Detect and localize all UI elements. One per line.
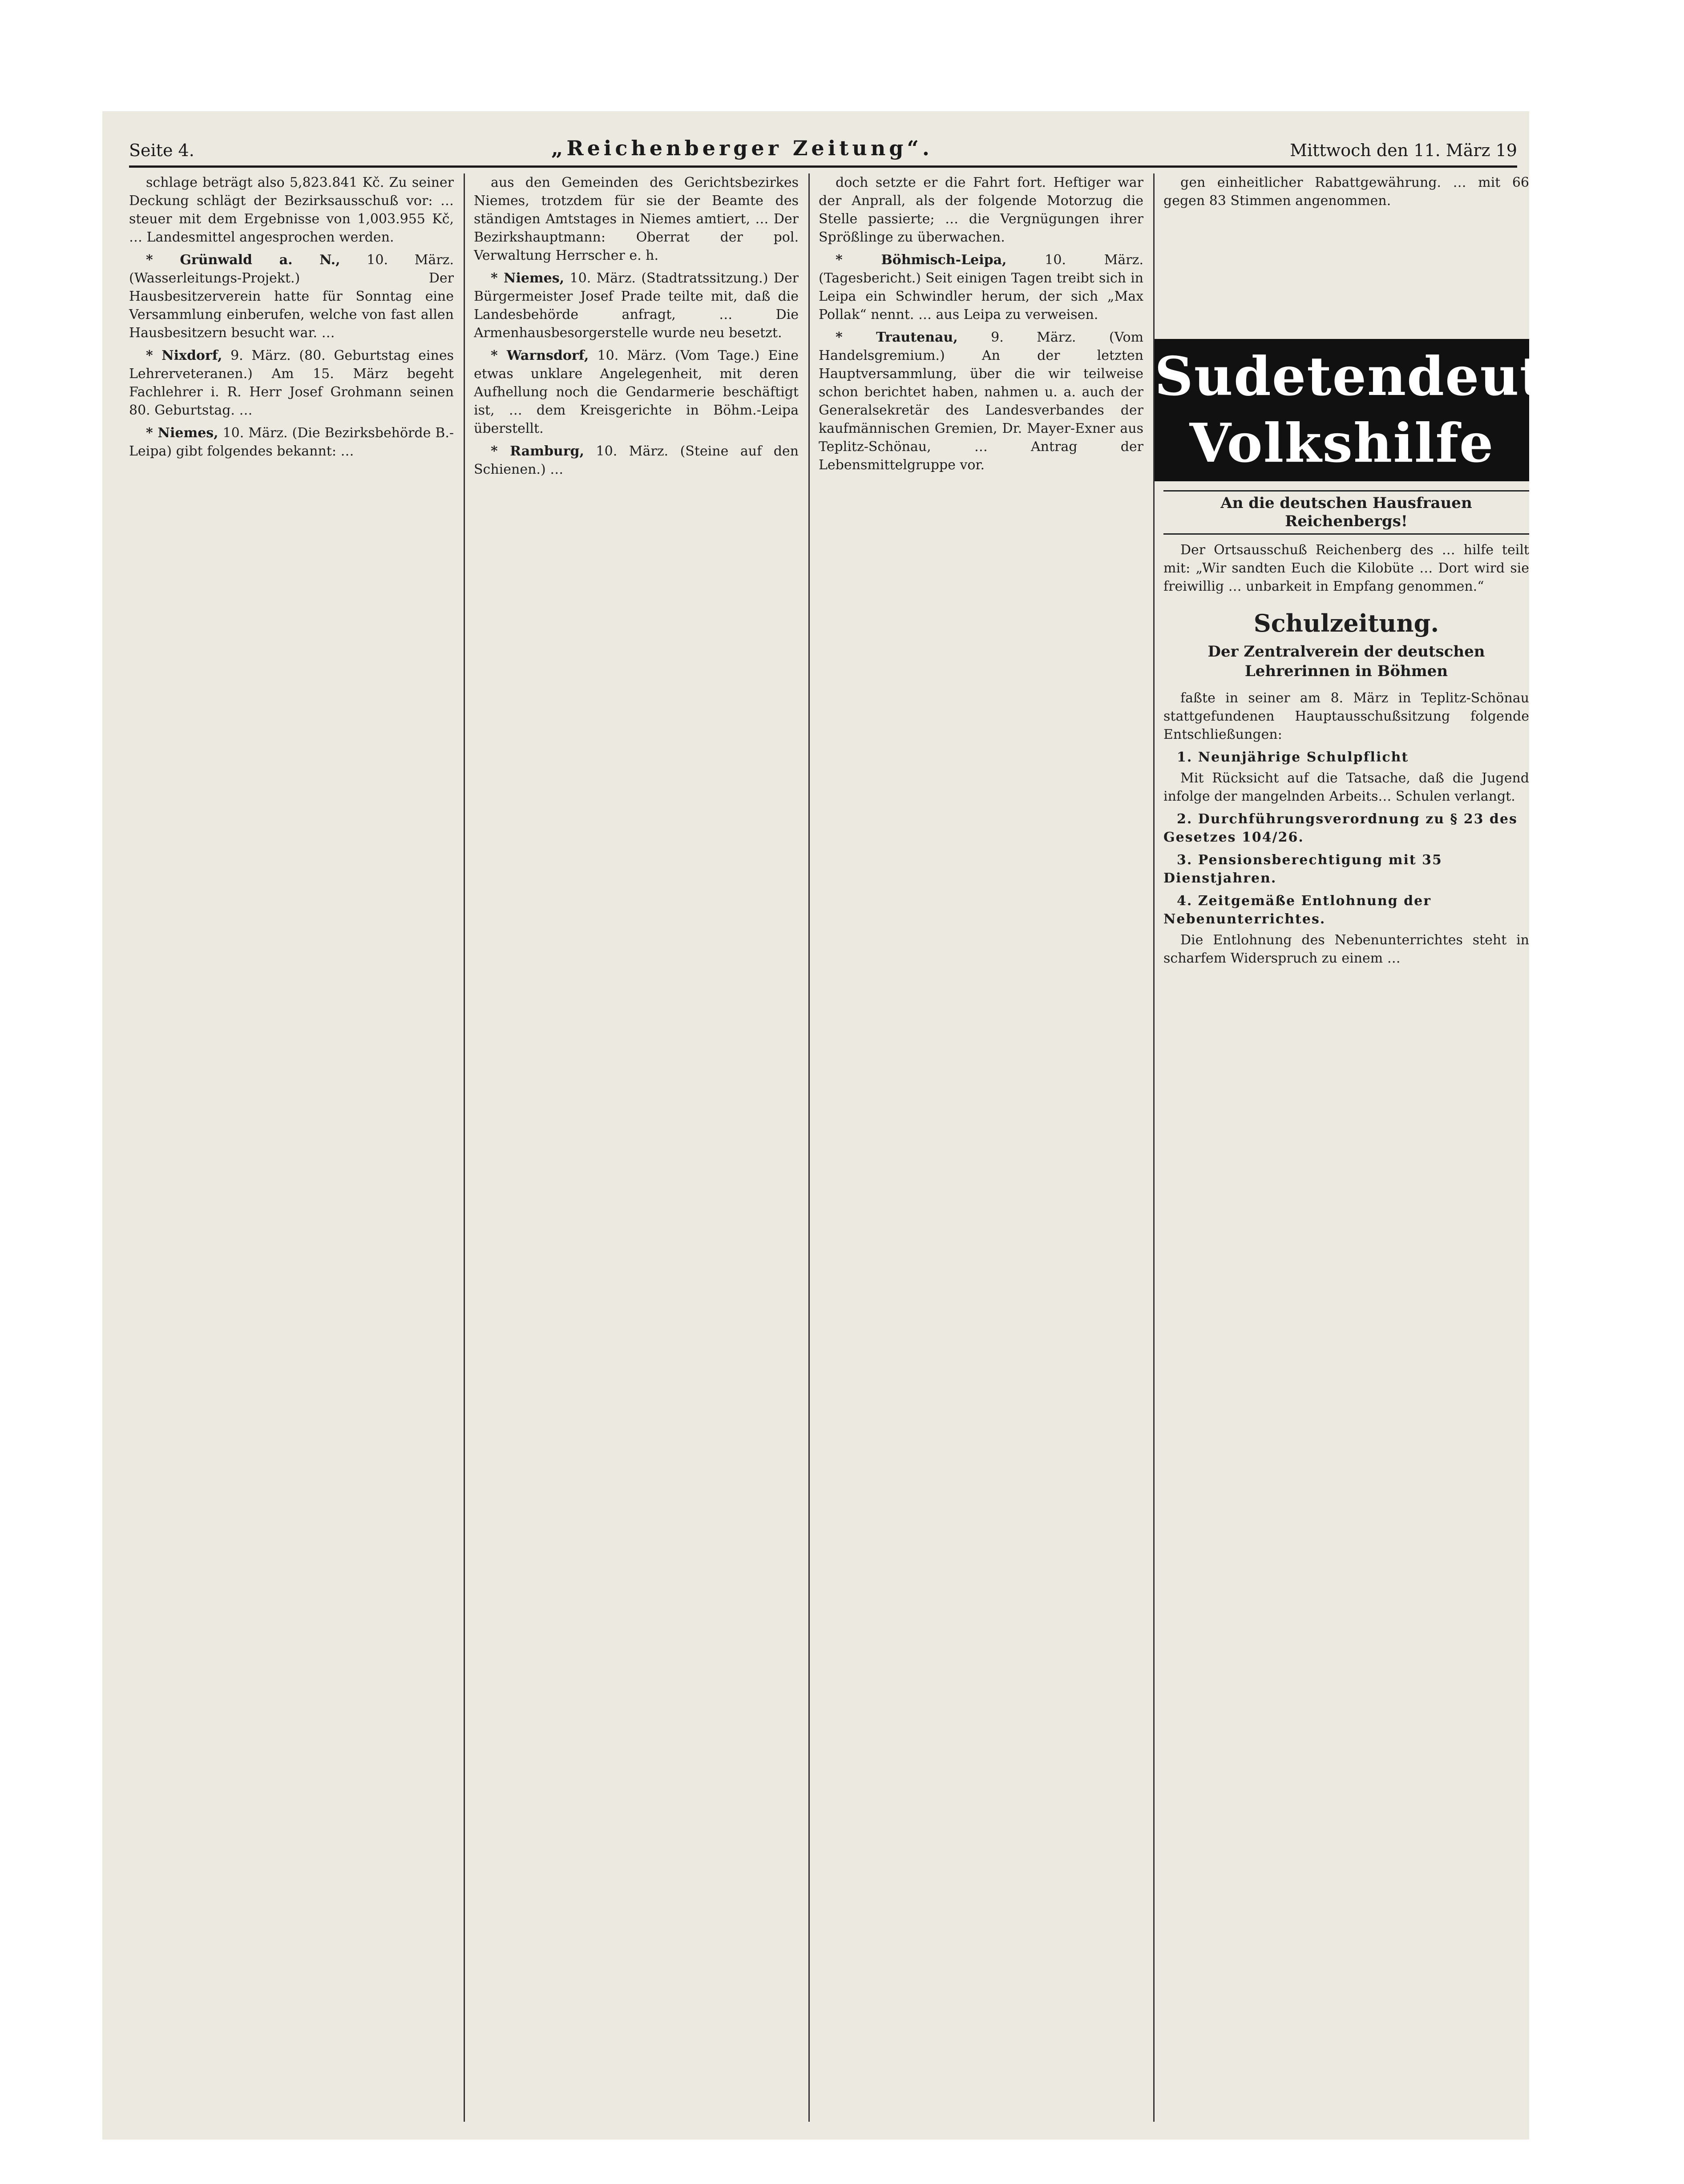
place-heading: * Nixdorf, [146,348,222,363]
column-2 [474,173,799,2122]
resolution-heading: 1. Neunjährige Schulpflicht [1177,749,1409,765]
place-heading: * Warnsdorf, [491,348,589,363]
column-divider [464,173,465,2122]
resolution-heading: 3. Pensionsberechtigung mit 35 Dienstjahren. [1163,852,1442,886]
article-text: aus den Gemeinden des Gerichtsbezirkes Niemes, trotzdem für sie der Beamte des ständigen Amtstages in Niemes amtiert, … Der Bezirkshauptmann: Oberrat der pol. Verwaltung Herrscher e. h. [474,175,799,263]
article [129,424,454,460]
article-text: 10. März. (Tagesbericht.) Seit einigen Tagen treibt sich in Leipa ein Schwindler herum, der sich „Max Pollak“ nennt. … aus Leipa zu verweisen. [819,252,1143,322]
column-4 [1155,173,1684,2122]
article-text: 10. März. (Steine auf den Schienen.) … [474,443,799,477]
article-text: faßte in seiner am 8. März in Teplitz-Schönau stattgefundenen Hauptausschußsitzung folgende Entschließungen: [1163,690,1529,742]
place-heading: * Böhmisch-Leipa, [836,252,1007,268]
section-subtitle: Der Zentralverein der deutschen Lehrerinnen in Böhmen [1207,643,1485,680]
banner-line: Volkshilfe [1189,412,1494,475]
newspaper-title: „Reichenberger Zeitung“. [551,136,933,160]
column-3 [819,173,1143,2122]
article-text: doch setzte er die Fahrt fort. Heftiger war der Anprall, als der folgende Motorzug die Stelle passierte; … die Vergnügungen ihrer Sprößlinge zu überwachen. [819,175,1143,245]
page-number: Seite 4. [129,141,194,160]
article-text: Die Entlohnung des Nebenunterrichtes steht in scharfem Widerspruch zu einem … [1163,932,1529,966]
masthead [129,125,1517,160]
place-heading: * Niemes, [491,270,565,286]
article-text: 10. März. (Die Bezirksbehörde B.-Leipa) gibt folgendes bekannt: … [129,425,454,459]
section-title: Schulzeitung. [1253,609,1439,637]
article [819,251,1143,324]
article-text: 10. März. (Stadtratssitzung.) Der Bürgermeister Josef Prade teilte mit, daß die Landesbehörde anfragt, … Die Armenhausbesorgerstelle wurde neu besetzt. [474,270,799,341]
article [474,269,799,342]
article-text: 9. März. (80. Geburtstag eines Lehrerveteranen.) Am 15. März begeht Fachlehrer i. R. Herr Josef Grohmann seinen 80. Geburtstag. … [129,348,454,418]
article-text: 9. März. (Vom Handelsgremium.) An der letzten Hauptversammlung, über die wir teilweise schon berichtet haben, nahmen u. a. auch der Generalsekretär des Landesverbandes der kaufmännischen Gremien, Dr. Mayer-Exner aus Teplitz-Schönau, … Antrag der Lebensmittelgruppe vor. [819,330,1143,473]
article-text: Mit Rücksicht auf die Tatsache, daß die Jugend infolge der mangelnden Arbeits… Schulen verlangt. [1163,770,1529,804]
banner-subheading: An die deutschen Hausfrauen Reichenbergs! [1163,490,1529,535]
place-heading: * Grünwald a. N., [146,252,340,268]
volkshilfe-banner [1155,339,1684,481]
issue-date: Mittwoch den 11. März 19 [1290,141,1517,160]
column-divider [808,173,810,2122]
article-text: 10. März. (Wasserleitungs-Projekt.) Der Hausbesitzerverein hatte für Sonntag eine Versammlung einberufen, welche von fast allen Hausbesitzern besucht war. … [129,252,454,341]
resolution-heading: 2. Durchführungsverordnung zu § 23 des Gesetzes 104/26. [1163,811,1518,845]
place-heading: * Ramburg, [491,443,584,459]
article [129,251,454,342]
article [129,347,454,419]
newspaper-page [102,111,1684,2140]
article [474,347,799,438]
banner-line: Sudetendeutsche [1155,345,1684,408]
article-text: gen einheitlicher Rabattgewährung. … mit 66 gegen 83 Stimmen angenommen. [1163,175,1529,209]
article [474,442,799,479]
appeal-text: Der Ortsausschuß Reichenberg des … hilfe teilt mit: „Wir sandten Euch die Kilobüte … Dort wird sie freiwillig … unbarkeit in Empfang genommen.“ [1163,542,1529,594]
article-text: schlage beträgt also 5,823.841 Kč. Zu seiner Deckung schlägt der Bezirksausschuß vor: … steuer mit dem Ergebnisse von 1,003.955 Kč, … Landesmittel angesprochen werden. [129,175,454,245]
masthead-rule [129,165,1517,168]
article [819,328,1143,474]
place-heading: * Niemes, [146,425,218,441]
place-heading: * Trautenau, [836,330,958,345]
resolution-heading: 4. Zeitgemäße Entlohnung der Nebenunterrichtes. [1163,893,1432,927]
article-text: 10. März. (Vom Tage.) Eine etwas unklare Angelegenheit, mit deren Aufhellung noch die Gendarmerie beschäftigt ist, … dem Kreisgerichte in Böhm.-Leipa überstellt. [474,348,799,436]
column-1 [129,173,454,2122]
